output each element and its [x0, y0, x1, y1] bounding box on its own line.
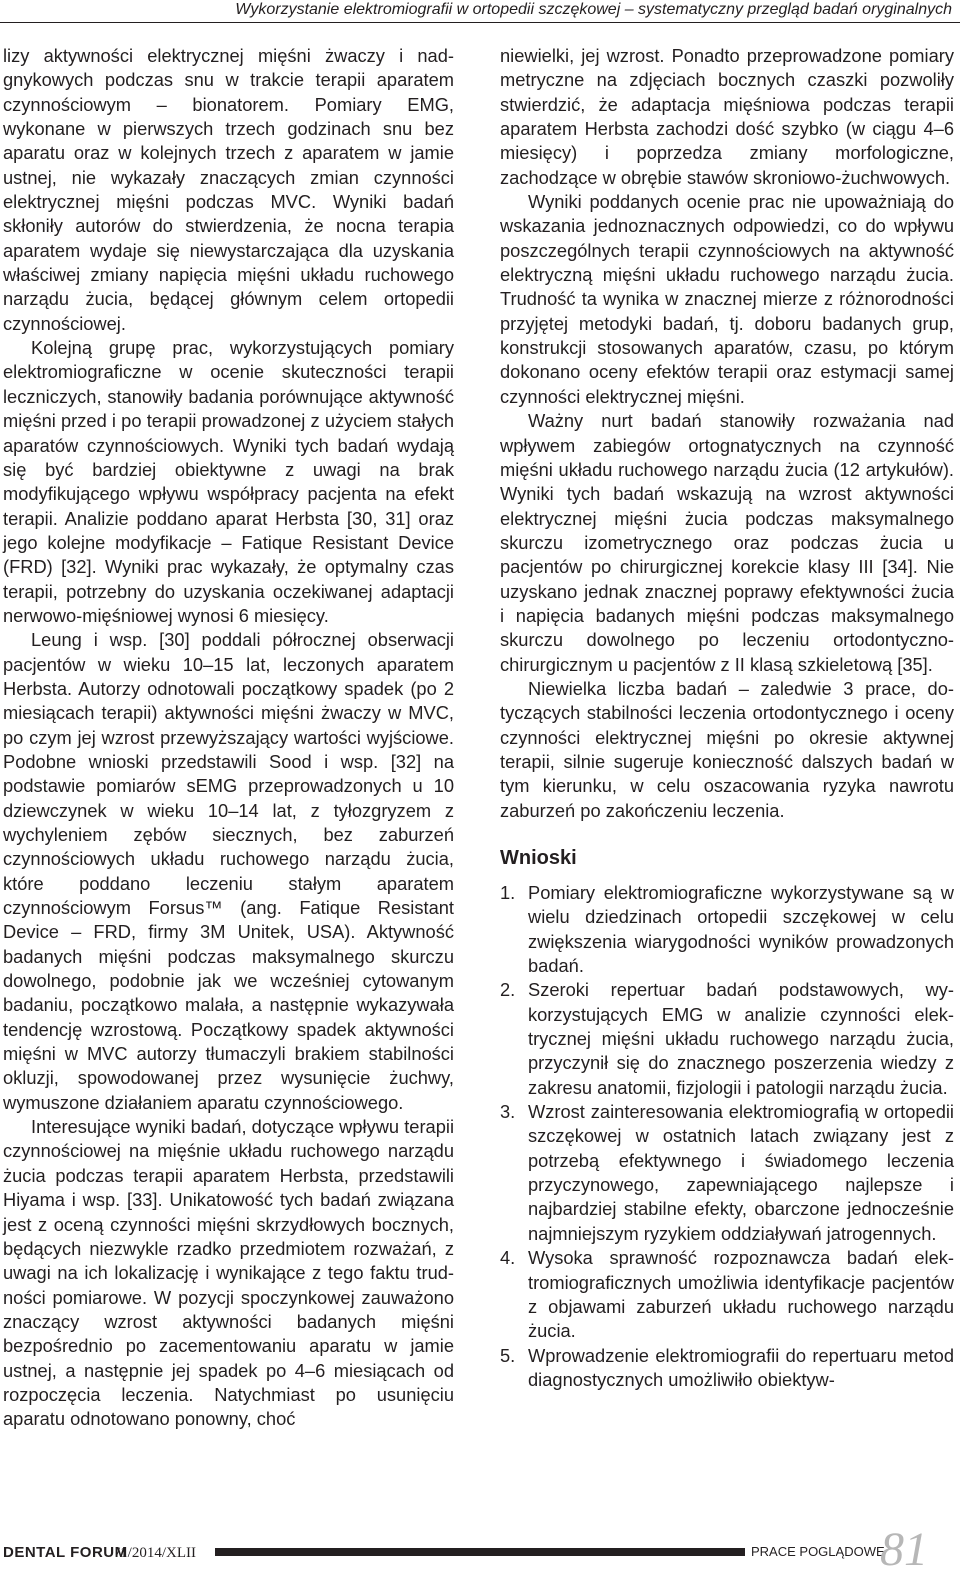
paragraph: Interesujące wyniki badań, dotyczące wpływu terapii czynnościowej na mięśnie układu ruchowego narządu żucia podczas terapii aparatem Herbsta, przedstawili Hiyama i wsp. [33]. Unikatowość tych badań związana jest z oceną czynności mięśni skrzydłowych bocznych, będących niezwykle rzadko przedmiotem rozważań, z uwagi na ich lokalizację i wynikające z tego faktu trudności pomiarowe. W pozycji spoczynkowej zauważono znaczący wzrost aktywności badanych mięśni bezpośrednio po zacementowaniu aparatu w jamie ustnej, a następnie jej spadek po 4–6 miesiącach od rozpoczęcia leczenia. Natychmiast po usunięciu aparatu odnotowano ponowny, choć — [3, 1116, 454, 1430]
list-item-text: Pomiary elektromiograficzne wykorzystywane są w wielu dziedzinach ortopedii szczękowej w celu zwiększenia wiarygodności wyników prowadzonych badań. — [528, 882, 954, 977]
right-column — [500, 44, 954, 1392]
list-item-number: 1. — [500, 882, 516, 903]
paragraph: Niewielka liczba badań – zaledwie 3 prace, dotyczących stabilności leczenia ortodontycznego i oceny czynności elektrycznej mięśni po okresie aktywnej terapii, silnie sugeruje konieczność dalszych badań w tym kierunku, w celu oszacowania ryzyka nawrotu zaburzeń po zakończeniu leczenia. — [500, 677, 954, 821]
list-item — [500, 978, 954, 1100]
conclusions-list — [500, 881, 954, 1392]
paragraph: Ważny nurt badań stanowiły rozważania nad wpływem zabiegów ortognatycznych na czynność mięśni układu ruchowego narządu żucia (12 artykułów). Wyniki tych badań wskazują na wzrost aktywności elektrycznej mięśni żucia podczas maksymalnego skurczu izometrycznego oraz podczas żucia u pacjentów po chirurgicznej korekcie klasy III [34]. Nie uzyskano jednak znacznej poprawy efektywności żucia i napięcia badanych mięśni podczas maksymalnego skurczu dowolnego po leczeniu ortodontyczno-chirurgicznym u pacjentów z II klasą szkieletową [35]. — [500, 410, 954, 675]
list-item-number: 2. — [500, 979, 516, 1001]
running-title: Wykorzystanie elektromiografii w ortopedii szczękowej – systematyczny przegląd badań oryginalnych — [235, 1, 952, 18]
left-column — [3, 44, 454, 1432]
section-heading: Wnioski — [500, 847, 577, 869]
journal-issue: /1/2014/XLII — [116, 1545, 196, 1561]
list-item-text: Wysoka sprawność rozpoznawcza badań elektromiograficznych umożliwia identyfikacje pacjentów z objawami zaburzeń układu ruchowego narządu żucia. — [528, 1247, 954, 1342]
list-item-number: 5. — [500, 1344, 516, 1366]
list-item — [500, 1246, 954, 1343]
header-rule — [0, 22, 960, 23]
list-item-number: 4. — [500, 1247, 516, 1269]
paragraph: Wyniki poddanych ocenie prac nie upoważniają do wskazania jednoznacznych odpowiedzi, co do wpływu poszczególnych terapii czynnościowych na aktywność elektryczną mięśni układu ruchowego narządu żucia. Trudność ta wynika w znacznej mierze z różnorodności przyjętej metodyki badań, tj. doboru badanych grup, konstrukcji stosowanych aparatów, czasu, po którym dokonano oceny efektów terapii oraz estymacji samej czynności elektrycznej mięśni. — [500, 191, 954, 407]
list-item — [500, 1100, 954, 1246]
paragraph: lizy aktywności elektrycznej mięśni żwaczy i nadgnykowych podczas snu w trakcie terapii aparatem czynnościowym – bionatorem. Pomiary EMG, wykonane w pierwszych trzech godzinach snu bez aparatu oraz w kolejnych trzech z aparatem w jamie ustnej, nie wykazały znaczących zmian czynności elektrycznej mięśni podczas MVC. Wyniki badań skłoniły autorów do stwierdzenia, że nocna terapia aparatem wydaje się niewystarczająca dla uzyskania właściwej zmiany napięcia mięśni układu ruchowego narządu żucia, będącej głównym celem ortopedii czynnościowej. — [3, 45, 454, 334]
section-label: PRACE POGLĄDOWE — [745, 1543, 891, 1561]
journal-name: DENTAL FORUM — [3, 1544, 128, 1561]
paragraph: Kolejną grupę prac, wykorzystujących pomiary elektromiograficzne w ocenie skuteczności terapii leczniczych, stanowiły badania porównujące aktywność mięśni przed i po terapii prowadzonej z użyciem stałych aparatów czynnościowych. Wyniki tych badań wydają się być bardziej obiektywne z uwagi na brak modyfikującego wpływu współpracy pacjenta na efekt terapii. Analizie poddano aparat Herbsta [30, 31] oraz jego kolejne modyfikacje – Fatique Resistant Device (FRD) [32]. Wyniki prac wykazały, że optymalny czas terapii, potrzebny do uzyskania oczekiwanej adaptacji nerwowo-mięśniowej wynosi 6 miesięcy. — [3, 337, 454, 626]
paragraph: niewielki, jej wzrost. Ponadto przeprowadzone pomiary metryczne na zdjęciach bocznych czaszki pozwoliły stwierdzić, że adaptacja mięśniowa podczas terapii aparatem Herbsta zachodzi dość szybko (w ciągu 4–6 miesięcy) i poprzedza zmiany morfologiczne, zachodzące w obrębie stawów skroniowo-żuchwowych. — [500, 45, 954, 188]
list-item-text: Szeroki repertuar badań podstawowych, wykorzystujących EMG w analizie czynności elektrycznej mięśni układu ruchowego narządu żucia, przyczynił się do znacznego poszerzenia wiedzy z zakresu anatomii, fizjologii i patologii narządu żucia. — [528, 979, 954, 1098]
list-item-number: 3. — [500, 1101, 516, 1123]
paragraph: Leung i wsp. [30] poddali półrocznej obserwacji pacjentów w wieku 10–15 lat, leczonych aparatem Herbsta. Autorzy odnotowali początkowy spadek (po 2 miesiącach terapii) aktywności mięśni żwaczy w MVC, po czym jej wzrost przewyższający wartości wyjściowe. Podobne wnioski przedstawili Sood i wsp. [32] na podstawie pomiarów sEMG przeprowadzonych u 10 dziewczynek w wieku 10–14 lat, z tyłozgryzem z wychyleniem zębów siecznych, bez zaburzeń czynnościowych układu ruchowego narządu żucia, które poddano leczeniu stałym aparatem czynnościowym Forsus™ (ang. Fatique Resistant Device – FRD, firmy 3M Unitek, USA). Aktywność badanych mięśni podczas maksymalnego skurczu dowolnego, podobnie jak we wcześniej cytowanym badaniu, początkowo malała, a następnie wykazywała tendencję wzrostową. Początkowy spadek aktywności mięśni w MVC autorzy tłumaczyli brakiem stabilności okluzji, spowodowanej przez wysunięcie żuchwy, wymuszone działaniem aparatu czynnościowego. — [3, 629, 454, 1113]
list-item-text: Wzrost zainteresowania elektromiografią w ortopedii szczękowej w ostatnich latach związany jest z potrzebą efektywnego i świadomego leczenia przyczynowego, zapewniającego najlepsze i najbardziej stabilne efekty, obarczone jednocześnie najmniejszym ryzykiem oddziaływań jatrogennych. — [528, 1101, 954, 1244]
page-footer — [0, 1523, 960, 1576]
page-number: 81 — [880, 1523, 928, 1576]
list-item-text: Wprowadzenie elektromiografii do repertuaru metod diagnostycznych umożliwiło obiektyw- — [528, 1344, 954, 1390]
list-item — [500, 1344, 954, 1393]
list-item — [500, 881, 954, 978]
